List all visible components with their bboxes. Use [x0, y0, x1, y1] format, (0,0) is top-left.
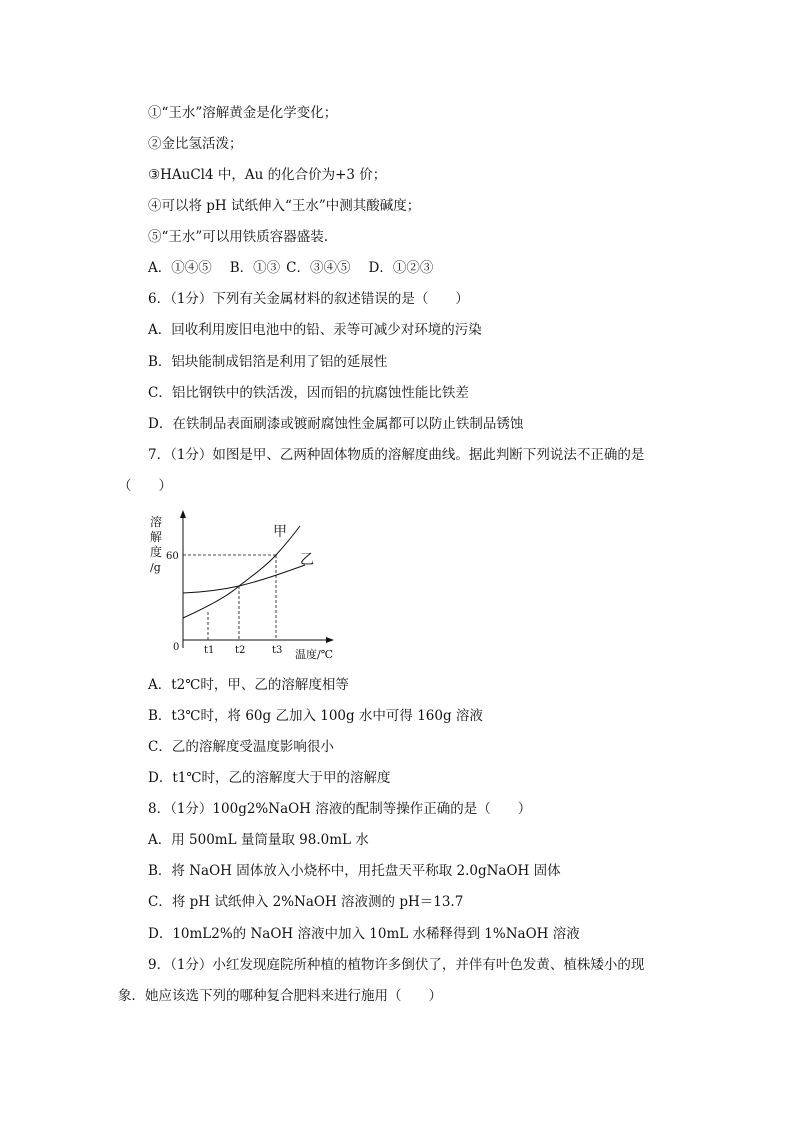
- y-axis-arrow: [180, 510, 186, 518]
- q7-option-b: B．t3℃时，将 60g 乙加入 100g 水中可得 160g 溶液: [148, 708, 483, 724]
- q9-stem-cont: 象．她应该选下列的哪种复合肥料来进行施用（ ）: [118, 988, 442, 1004]
- q6-option-c: C．铝比钢铁中的铁活泼，因而铝的抗腐蚀性能比铁差: [148, 385, 469, 401]
- q8-option-a: A．用 500mL 量筒量取 98.0mL 水: [148, 832, 369, 848]
- q8-option-b: B．将 NaOH 固体放入小烧杯中，用托盘天平称取 2.0gNaOH 固体: [148, 863, 561, 879]
- q5-options: [148, 259, 451, 277]
- q5-item-2: ②金比氢活泼；: [148, 136, 243, 152]
- series-yi-label: 乙: [300, 552, 314, 568]
- x-tick-t3: t3: [272, 645, 283, 656]
- q5-item-5: ⑤“王水”可以用铁质容器盛装.: [148, 229, 329, 245]
- xlabel: 温度/℃: [295, 648, 334, 661]
- ylabel-char-2: 解: [150, 530, 163, 544]
- q7-stem-cont: （ ）: [118, 478, 172, 494]
- q7-option-d: D．t1℃时，乙的溶解度大于甲的溶解度: [148, 770, 391, 786]
- x-tick-t2: t2: [235, 645, 246, 656]
- q5-option-a: A．①④⑤: [148, 260, 212, 276]
- x-tick-t1: t1: [204, 645, 215, 656]
- ylabel-char-1: 溶: [150, 515, 163, 529]
- q5-option-b: B．①③: [229, 260, 281, 276]
- ylabel-char-3: 度: [150, 545, 163, 559]
- q7-option-a: A．t2℃时，甲、乙的溶解度相等: [148, 677, 349, 693]
- ylabel-char-4: /g: [150, 561, 161, 574]
- series-jia-label: 甲: [273, 524, 287, 540]
- q5-item-3: ③HAuCl4 中，Au 的化合价为+3 价；: [148, 167, 387, 183]
- q5-option-c: C．③④⑤: [286, 260, 351, 276]
- q6-option-b: B．铝块能制成铝箔是利用了铝的延展性: [148, 354, 388, 370]
- q7-stem: 7．（1分）如图是甲、乙两种固体物质的溶解度曲线。据此判断下列说法不正确的是: [148, 447, 645, 463]
- y-tick-60: 60: [166, 551, 179, 562]
- q6-option-a: A．回收利用废旧电池中的铅、汞等可减少对环境的污染: [148, 322, 482, 338]
- q8-option-d: D．10mL2%的 NaOH 溶液中加入 10mL 水稀释得到 1%NaOH 溶液: [148, 926, 580, 942]
- q5-item-1: ①“王水”溶解黄金是化学变化；: [148, 105, 338, 121]
- q8-option-c: C．将 pH 试纸伸入 2%NaOH 溶液测的 pH＝13.7: [148, 894, 464, 910]
- q8-stem: 8．（1分）100g2%NaOH 溶液的配制等操作正确的是（ ）: [148, 801, 532, 817]
- x-axis-arrow: [326, 637, 334, 643]
- origin-label: 0: [173, 642, 180, 653]
- q5-item-4: ④可以将 pH 试纸伸入“王水”中测其酸碱度；: [148, 198, 421, 214]
- q7-option-c: C．乙的溶解度受温度影响很小: [148, 739, 334, 755]
- series-yi-curve: [183, 565, 305, 593]
- q6-option-d: D．在铁制品表面刷漆或镀耐腐蚀性金属都可以防止铁制品锈蚀: [148, 416, 524, 432]
- q6-stem: 6．（1分）下列有关金属材料的叙述错误的是（ ）: [148, 291, 469, 307]
- q9-stem: 9．（1分）小红发现庭院所种植的植物许多倒伏了，并伴有叶色发黄、植株矮小的现: [148, 957, 645, 973]
- solubility-chart: [140, 508, 340, 668]
- q5-option-d: D．①②③: [368, 260, 434, 276]
